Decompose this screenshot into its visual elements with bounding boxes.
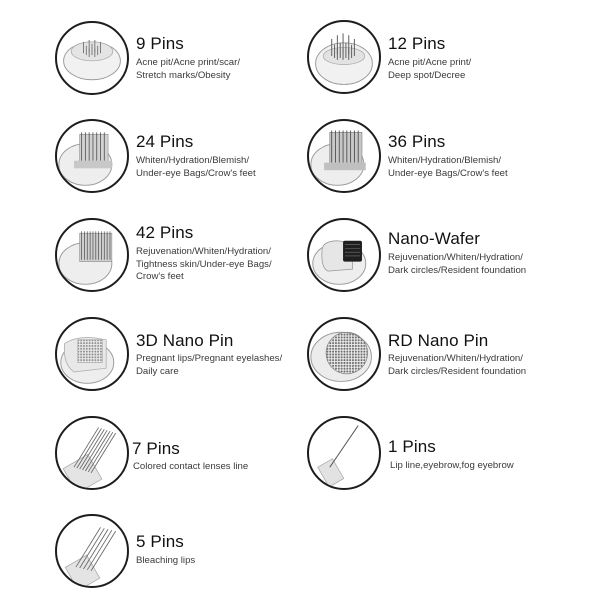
nano-wafer-cartridge-icon bbox=[307, 218, 381, 292]
item-title: 24 Pins bbox=[136, 132, 194, 151]
item-description: Rejuvenation/Whiten/Hydration/ Dark circles/Resident foundation bbox=[388, 353, 527, 377]
item-description: Rejuvenation/Whiten/Hydration/ Dark circles/Resident foundation bbox=[388, 252, 527, 276]
3d-nano-pin-cartridge-icon bbox=[55, 317, 129, 391]
item-title: RD Nano Pin bbox=[388, 331, 489, 350]
item-description: Whiten/Hydration/Blemish/ Under-eye Bags/Crow's feet bbox=[136, 155, 256, 179]
seven-pin-needle-icon bbox=[55, 416, 129, 490]
item-title: 5 Pins bbox=[136, 532, 184, 551]
item-description: Lip line,eyebrow,fog eyebrow bbox=[390, 460, 514, 471]
item-title: 36 Pins bbox=[388, 132, 446, 151]
item-description: Pregnant lips/Pregnant eyelashes/ Daily care bbox=[136, 353, 283, 377]
rd-nano-pin-cartridge-icon bbox=[307, 317, 381, 391]
twelve-pin-cartridge-icon bbox=[307, 20, 381, 94]
nine-pin-cartridge-icon bbox=[55, 21, 129, 95]
item-description: Acne pit/Acne print/scar/ Stretch marks/Obesity bbox=[136, 57, 240, 81]
item-title: 7 Pins bbox=[132, 439, 180, 458]
item-title: Nano-Wafer bbox=[388, 229, 481, 248]
item-description: Colored contact lenses line bbox=[133, 461, 249, 472]
forty-two-pin-cartridge-icon bbox=[55, 218, 129, 292]
item-title: 12 Pins bbox=[388, 34, 446, 53]
item-title: 9 Pins bbox=[136, 34, 184, 53]
thirty-six-pin-cartridge-icon bbox=[307, 119, 381, 193]
twenty-four-pin-cartridge-icon bbox=[55, 119, 129, 193]
item-title: 1 Pins bbox=[388, 437, 436, 456]
item-description: Bleaching lips bbox=[136, 555, 196, 566]
item-title: 42 Pins bbox=[136, 223, 194, 242]
one-pin-needle-icon bbox=[307, 416, 381, 490]
item-description: Acne pit/Acne print/ Deep spot/Decree bbox=[388, 57, 472, 81]
five-pin-needle-icon bbox=[55, 514, 129, 588]
item-description: Whiten/Hydration/Blemish/ Under-eye Bags/Crow's feet bbox=[388, 155, 508, 179]
item-title: 3D Nano Pin bbox=[136, 331, 234, 350]
item-description: Rejuvenation/Whiten/Hydration/ Tightness skin/Under-eye Bags/ Crow's feet bbox=[136, 246, 272, 282]
